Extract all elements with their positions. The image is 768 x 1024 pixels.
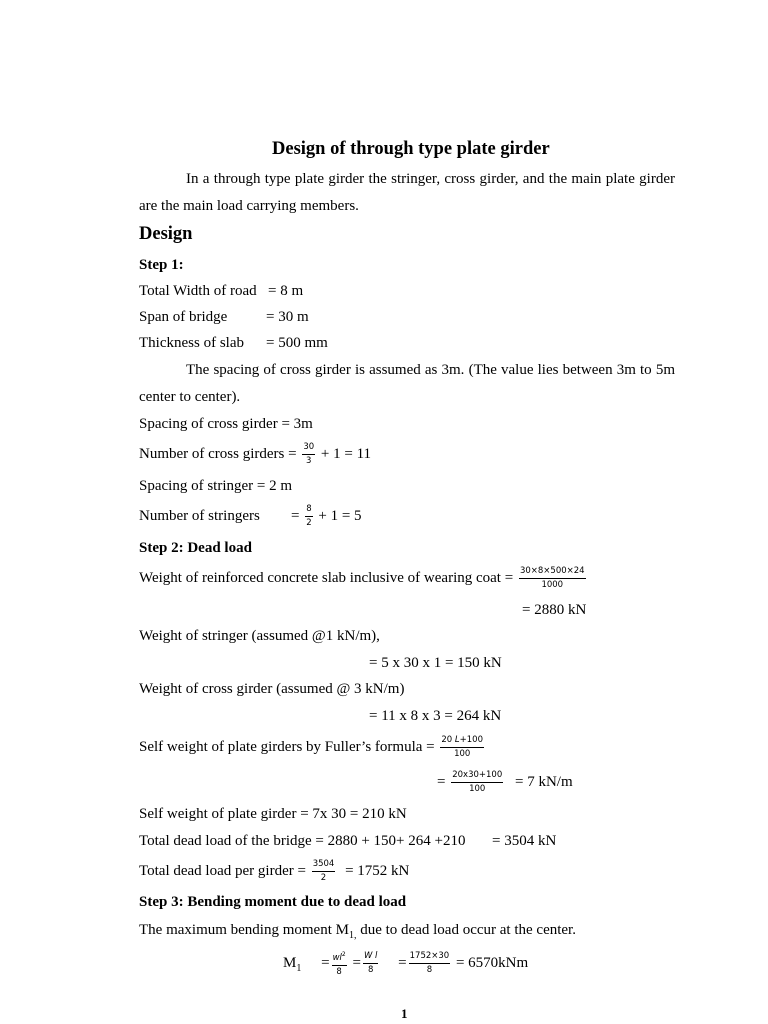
stringer-fraction [305, 504, 312, 529]
total-dead-load-value: = 3504 kN [492, 833, 557, 849]
fuller-evaluation-result: = 7 kN/m [514, 774, 573, 790]
stringer-spacing: Spacing of stringer = 2 m [139, 478, 293, 494]
fuller-formula-line [139, 733, 486, 761]
design-heading: Design [139, 224, 193, 244]
cross-girder-count-label: Number of cross girders = [139, 446, 297, 462]
slab-weight-line [139, 564, 588, 592]
cross-weight-calc: = 11 x 8 x 3 = 264 kN [369, 708, 502, 724]
plate-girder-selfweight: Self weight of plate girder = 7x 30 = 210 kN [139, 806, 407, 822]
page-number: 1 [401, 1006, 408, 1021]
fraction-numerator: W l [363, 951, 378, 964]
fraction-denominator: 8 [426, 965, 433, 976]
cross-weight-label: Weight of cross girder (assumed @ 3 kN/m) [139, 681, 405, 697]
fuller-fraction [440, 735, 484, 760]
moment-symbol: $M_1$ [283, 955, 302, 974]
fuller-evaluation-equals: = [437, 774, 446, 790]
moment-fraction-3 [409, 951, 451, 976]
moment-result: = 6570kNm [455, 955, 529, 971]
moment-fraction-1 [332, 949, 347, 978]
bending-moment-equation: $M_1$ = $\frac{wl^2}{8}$ = $\frac{\text{W l}}{8}$ = $\frac{1752\times 30}{8}$ = 6570kNm [283, 951, 529, 977]
moment-fraction-2 [363, 951, 378, 976]
total-dead-load-label: Total dead load of the bridge = 2880 + 150+ 264 +210 [139, 833, 466, 849]
cross-girder-spacing: Spacing of cross girder = 3m [139, 416, 313, 432]
cross-girder-fraction [302, 442, 315, 467]
road-width-value: = 8 m [268, 283, 304, 299]
spacing-paragraph: The spacing of cross girder is assumed as 3m. (The value lies between 3m to 5m center to center). [139, 362, 675, 405]
span-value: = 30 m [266, 309, 309, 325]
dead-load-per-girder-result: = 1752 kN [345, 863, 410, 879]
dead-load-per-girder-label: Total dead load per girder = [139, 863, 306, 879]
fraction-denominator: 100 [469, 784, 486, 795]
fuller-evaluation-fraction [451, 770, 503, 795]
bending-moment-text: The maximum bending moment $M_{1,}$ due to dead load occur at the center. [139, 922, 576, 941]
dead-load-per-girder-fraction [312, 859, 336, 884]
stringer-weight-calc: = 5 x 30 x 1 = 150 kN [369, 655, 502, 671]
step1-heading: Step 1: [139, 257, 184, 273]
fraction-numerator: 1752×30 [409, 951, 451, 964]
fraction-numerator: 30×8×500×24 [519, 566, 586, 579]
fraction-denominator: 100 [454, 749, 471, 760]
step3-heading: Step 3: Bending moment due to dead load [139, 894, 407, 910]
span-label: Span of bridge [139, 309, 228, 325]
fuller-formula-label: Self weight of plate girders by Fuller’s formula = [139, 739, 435, 755]
cross-girder-count-result: + 1 = 11 [320, 446, 372, 462]
dead-load-per-girder [139, 857, 409, 885]
fraction-numerator: 8 [305, 504, 312, 517]
fraction-numerator: 30 [302, 442, 315, 455]
slab-thickness-label: Thickness of slab [139, 335, 244, 351]
road-width-label: Total Width of road [139, 283, 257, 299]
fraction-numerator: 20 L+100 [440, 735, 484, 748]
cross-girder-count [139, 440, 371, 468]
slab-weight-label: Weight of reinforced concrete slab inclusive of wearing coat = [139, 570, 514, 586]
fraction-numerator: 20x30+100 [451, 770, 503, 783]
slab-weight-result: = 2880 kN [522, 602, 587, 618]
fraction-denominator: 8 [336, 966, 342, 977]
fuller-evaluation-line [437, 768, 573, 796]
page-title: Design of through type plate girder [272, 139, 550, 159]
stringer-count-equals: = [291, 508, 300, 524]
fraction-denominator: 3 [306, 456, 312, 467]
slab-weight-fraction [519, 566, 586, 591]
stringer-count-result: + 1 = 5 [318, 508, 362, 524]
stringer-count-expression [291, 502, 362, 530]
intro-paragraph: In a through type plate girder the stringer, cross girder, and the main plate girder are the main load carrying members. [139, 171, 675, 214]
fraction-numerator: $wl^2$ [332, 949, 347, 966]
stringer-count-label: Number of stringers [139, 508, 260, 524]
fraction-numerator: 3504 [312, 859, 336, 872]
fraction-denominator: 2 [306, 518, 312, 529]
fraction-denominator: 2 [320, 873, 327, 884]
fraction-denominator: 1000 [541, 580, 564, 591]
slab-thickness-value: = 500 mm [266, 335, 328, 351]
fraction-denominator: 8 [367, 965, 374, 976]
stringer-weight-label: Weight of stringer (assumed @1 kN/m), [139, 628, 380, 644]
step2-heading: Step 2: Dead load [139, 540, 252, 556]
